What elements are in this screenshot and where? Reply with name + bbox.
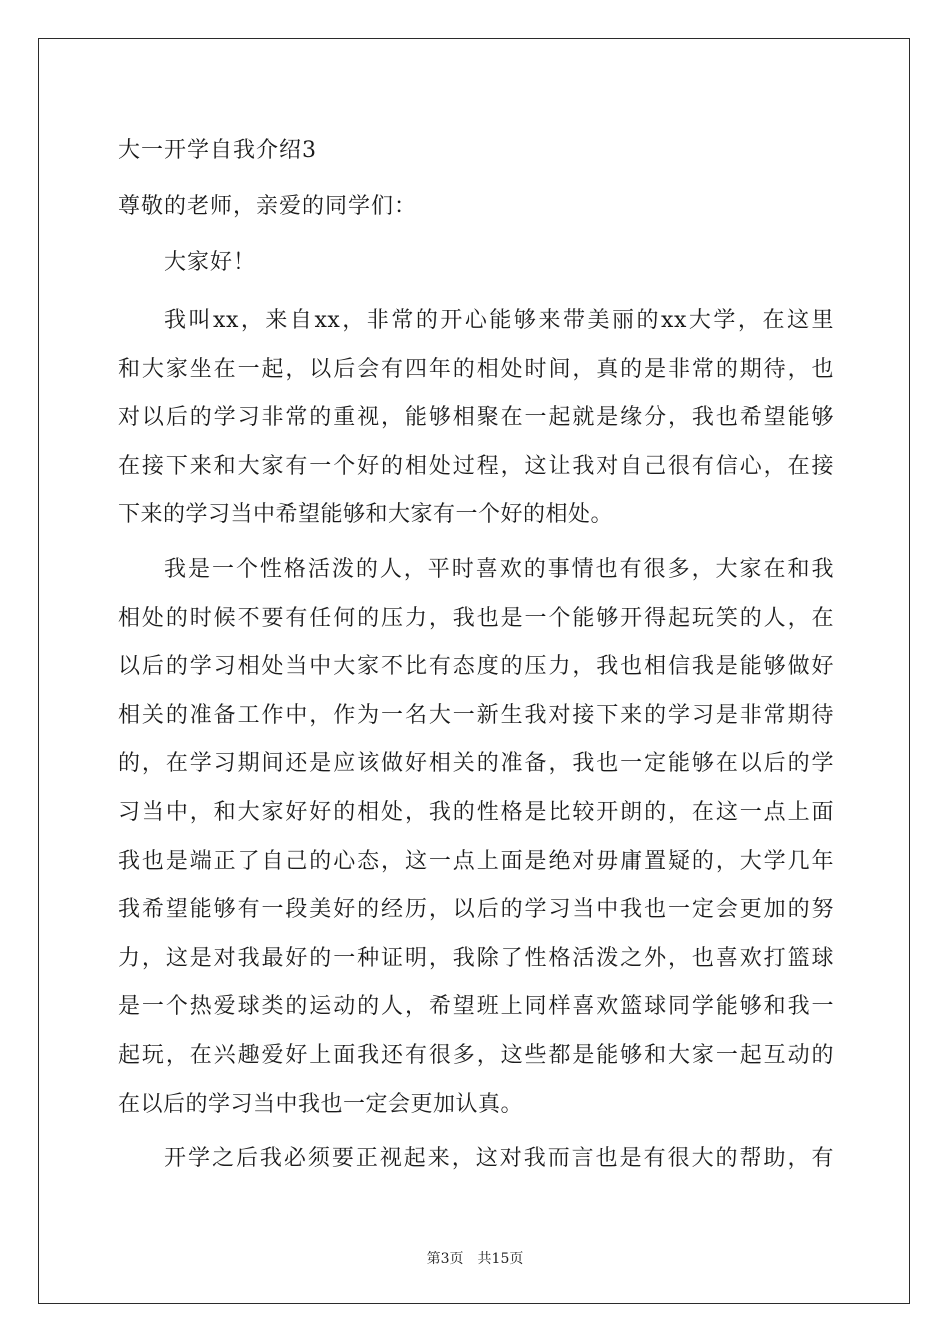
text-line: 我叫xx，来自xx，非常的开心能够来带美丽的xx大学，在这里 [164, 308, 834, 333]
text-line: 以后的学习相处当中大家不比有态度的压力，我也相信我是能够做好 [118, 654, 834, 680]
text-line: 的，在学习期间还是应该做好相关的准备，我也一定能够在以后的学 [118, 751, 834, 777]
page-number: 第3页 [426, 1251, 464, 1267]
page-footer [0, 1248, 950, 1268]
paragraph-1 [118, 297, 834, 540]
page-total: 共15页 [477, 1251, 524, 1267]
text-line: 起玩，在兴趣爱好上面我还有很多，这些都是能够和大家一起互动的 [118, 1042, 834, 1068]
text-line: 是一个热爱球类的运动的人，希望班上同样喜欢篮球同学能够和我一 [118, 994, 834, 1020]
salutation: 尊敬的老师，亲爱的同学们： [118, 194, 418, 219]
text-line: 我是一个性格活泼的人，平时喜欢的事情也有很多，大家在和我 [164, 556, 834, 582]
document-body [118, 123, 834, 1184]
text-line: 相处的时候不要有任何的压力，我也是一个能够开得起玩笑的人，在 [118, 605, 834, 631]
text-line: 对以后的学习非常的重视，能够相聚在一起就是缘分，我也希望能够 [118, 405, 834, 431]
text-line: 力，这是对我最好的一种证明，我除了性格活泼之外，也喜欢打篮球 [118, 945, 834, 971]
text-line: 在以后的学习当中我也一定会更加认真。 [118, 1091, 524, 1117]
paragraph-3 [118, 1135, 834, 1184]
text-line: 我也是端正了自己的心态，这一点上面是绝对毋庸置疑的，大学几年 [118, 848, 834, 874]
text-line: 和大家坐在一起，以后会有四年的相处时间，真的是非常的期待，也 [118, 356, 834, 382]
greeting: 大家好！ [164, 250, 257, 275]
text-line: 习当中，和大家好好的相处，我的性格是比较开朗的，在这一点上面 [118, 799, 834, 825]
text-line: 开学之后我必须要正视起来，这对我而言也是有很大的帮助，有 [164, 1146, 834, 1172]
document-title: 大一开学自我介绍3 [118, 138, 317, 163]
text-line: 相关的准备工作中，作为一名大一新生我对接下来的学习是非常期待 [118, 702, 834, 728]
text-line: 在接下来和大家有一个好的相处过程，这让我对自己很有信心，在接 [118, 453, 834, 479]
text-line: 下来的学习当中希望能够和大家有一个好的相处。 [118, 502, 614, 528]
paragraph-2 [118, 546, 834, 1129]
text-line: 我希望能够有一段美好的经历，以后的学习当中我也一定会更加的努 [118, 897, 834, 923]
